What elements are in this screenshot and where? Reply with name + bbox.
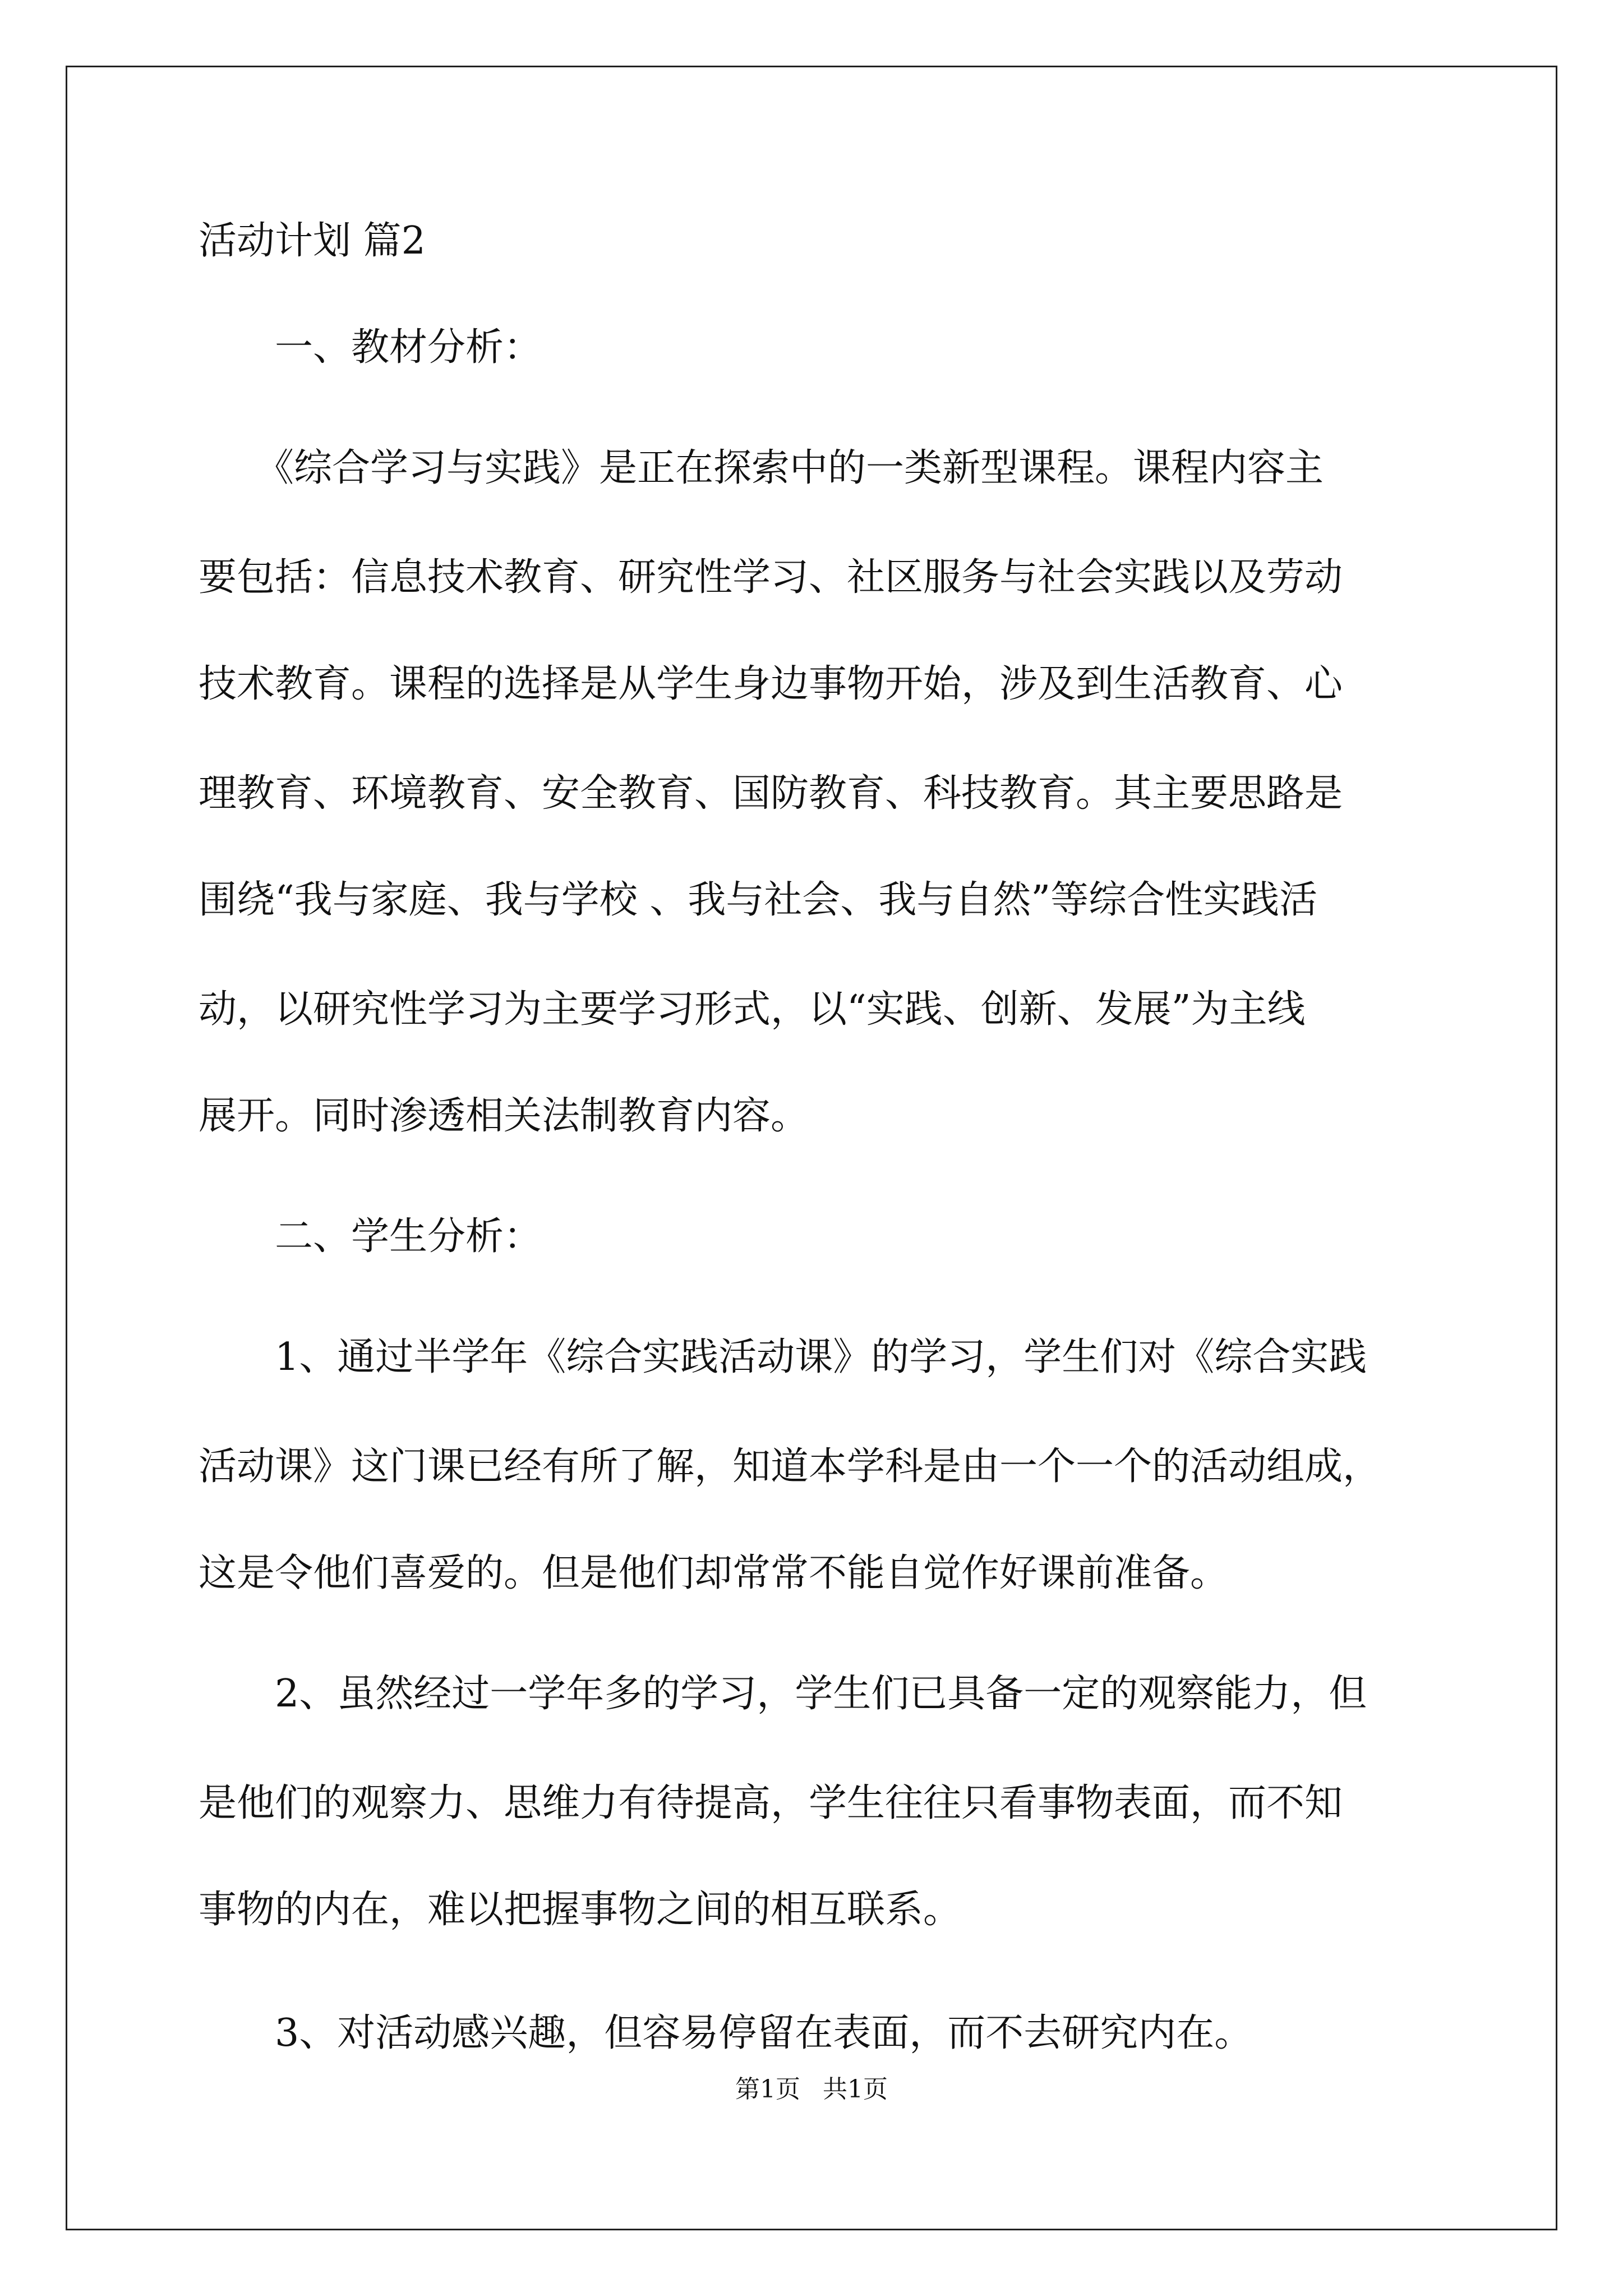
text-line: 1、通过半学年《综合实践活动课》的学习，学生们对《综合实践 xyxy=(199,1335,1367,1379)
text-line: 2、虽然经过一学年多的学习，学生们已具备一定的观察能力，但 xyxy=(199,1672,1367,1716)
text-line: 展开。同时渗透相关法制教育内容。 xyxy=(199,1094,809,1138)
text-line: 这是令他们喜爱的。但是他们却常常不能自觉作好课前准备。 xyxy=(199,1551,1229,1595)
text-line: 是他们的观察力、思维力有待提高，学生往往只看事物表面，而不知 xyxy=(199,1781,1343,1825)
page-title: 活动计划 篇2 xyxy=(199,219,426,263)
text-line: 《综合学习与实践》是正在探索中的一类新型课程。课程内容主 xyxy=(199,446,1324,490)
text-line: 理教育、环境教育、安全教育、国防教育、科技教育。其主要思路是 xyxy=(199,771,1343,816)
total-pages: 共1页 xyxy=(823,2075,888,2104)
text-line: 事物的内在，难以把握事物之间的相互联系。 xyxy=(199,1888,962,1932)
text-line: 要包括：信息技术教育、研究性学习、社区服务与社会实践以及劳动 xyxy=(199,555,1343,600)
section-heading-student-analysis: 二、学生分析： xyxy=(199,1214,542,1259)
text-line: 技术教育。课程的选择是从学生身边事物开始，涉及到生活教育、心 xyxy=(199,662,1343,706)
page-number: 第1页 xyxy=(735,2075,800,2104)
text-line: 动，以研究性学习为主要学习形式，以“实践、创新、发展”为主线 xyxy=(199,987,1306,1032)
text-line: 活动课》这门课已经有所了解，知道本学科是由一个一个的活动组成， xyxy=(199,1444,1381,1489)
page-footer xyxy=(0,2073,1623,2106)
text-line: 围绕“我与家庭、我与学校 、我与社会、我与自然”等综合性实践活 xyxy=(199,878,1318,922)
section-heading-textbook-analysis: 一、教材分析： xyxy=(199,325,542,370)
text-line: 3、对活动感兴趣，但容易停留在表面，而不去研究内在。 xyxy=(199,2011,1253,2055)
